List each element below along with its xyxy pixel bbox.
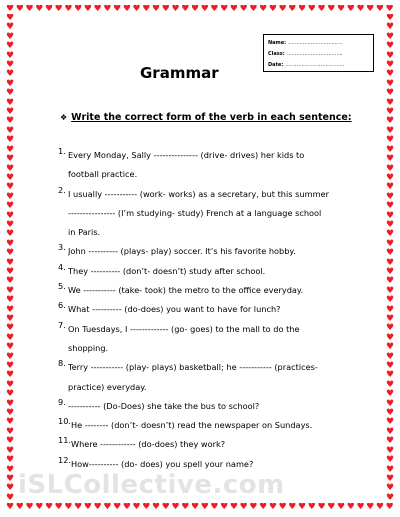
heart-icon: ♥ [366,5,375,14]
heart-icon: ♥ [5,332,15,343]
heart-icon: ♥ [385,332,395,343]
heart-icon: ♥ [346,5,355,14]
class-label: Class: [268,50,285,57]
heart-icon: ♥ [83,5,92,14]
heart-icon: ♥ [74,5,83,14]
heart-icon: ♥ [5,14,15,23]
item-number: 12. [58,454,72,465]
item-number: 7. [58,319,66,330]
heart-icon: ♥ [64,503,73,512]
item-text-line: John ---------- (plays- play) soccer. It’s his favorite hobby. [68,246,296,257]
heart-icon: ♥ [5,455,15,466]
exercise-item [58,262,358,281]
heart-icon: ♥ [190,5,200,14]
heart-icon: ♥ [288,5,297,14]
heart-icon: ♥ [5,78,15,89]
heart-icon: ♥ [161,503,170,512]
heart-icon: ♥ [385,22,395,33]
heart-icon: ♥ [171,503,180,512]
heart-icon: ♥ [317,5,326,14]
heart-icon: ♥ [181,503,190,512]
heart-icon: ♥ [5,257,15,268]
heart-icon: ♥ [5,210,15,221]
heart-icon: ♥ [288,503,297,512]
heart-icon: ♥ [15,5,24,14]
heart-icon: ♥ [385,503,394,512]
heart-icon: ♥ [6,503,15,512]
item-text-line: He -------- (don’t- doesn’t) read the newspaper on Sundays. [71,420,313,431]
heart-icon: ♥ [5,50,15,61]
heart-icon: ♥ [385,389,395,400]
heart-icon: ♥ [44,5,54,14]
instruction [60,112,352,123]
heart-icon: ♥ [5,304,15,315]
heart-icon: ♥ [5,408,15,419]
heart-icon: ♥ [5,219,15,230]
heart-icon: ♥ [25,503,34,512]
item-text-line: ----------- (Do-Does) she take the bus to school? [68,400,260,411]
heart-icon: ♥ [385,398,395,409]
heart-icon: ♥ [5,229,15,240]
heart-icon: ♥ [5,88,15,99]
heart-icon: ♥ [132,503,141,512]
exercise-item [58,281,358,300]
name-label: Name: [268,39,287,46]
heart-icon: ♥ [5,238,15,249]
heart-icon: ♥ [5,426,15,437]
heart-icon: ♥ [113,5,122,14]
heart-icon: ♥ [25,5,34,14]
heart-icon: ♥ [307,503,316,512]
heart-icon: ♥ [385,483,395,494]
heart-icon: ♥ [385,210,395,221]
heart-icon: ♥ [385,445,395,456]
heart-icon: ♥ [385,314,395,324]
heart-icon: ♥ [5,361,15,372]
heart-icon: ♥ [278,5,287,14]
heart-icon: ♥ [385,257,395,268]
item-number: 8. [58,358,66,369]
heart-icon: ♥ [5,417,15,428]
heart-icon: ♥ [385,41,395,52]
item-text-line: On Tuesdays, I ------------- (go- goes) to the mall to do the [68,323,300,334]
date-line [268,59,369,70]
heart-icon: ♥ [385,492,395,503]
exercise-item [58,300,358,319]
heart-icon: ♥ [385,276,395,287]
item-text-line: in Paris. [68,227,101,238]
exercise-item [58,435,358,454]
heart-icon: ♥ [152,5,161,14]
exercise-item [58,397,358,416]
student-info-box [263,34,374,72]
heart-icon: ♥ [385,408,395,419]
heart-icon: ♥ [278,503,287,512]
item-number: 1. [58,146,66,156]
heart-icon: ♥ [385,78,395,89]
item-text-line: practice) everyday. [68,381,147,392]
heart-icon: ♥ [35,503,44,512]
heart-icon: ♥ [5,342,15,353]
heart-icon: ♥ [5,201,15,212]
heart-border-left [5,14,15,503]
exercise-item [58,146,358,185]
exercise-list [58,146,358,474]
heart-icon: ♥ [5,22,15,33]
heart-icon: ♥ [336,503,346,512]
heart-icon: ♥ [5,323,15,334]
heart-icon: ♥ [385,69,395,80]
heart-icon: ♥ [54,503,63,512]
heart-icon: ♥ [229,5,238,14]
heart-icon: ♥ [5,276,15,287]
heart-icon: ♥ [5,191,15,202]
item-text-line: football practice. [68,169,138,180]
heart-border-top [6,5,394,14]
heart-icon: ♥ [385,285,395,296]
item-number: 6. [58,300,66,311]
heart-icon: ♥ [385,229,395,240]
class-line [268,48,369,59]
heart-icon: ♥ [5,473,15,484]
heart-icon: ♥ [385,323,395,334]
heart-icon: ♥ [356,503,365,512]
heart-icon: ♥ [298,5,307,14]
heart-icon: ♥ [64,5,73,14]
heart-icon: ♥ [327,503,336,512]
heart-icon: ♥ [385,304,395,315]
heart-icon: ♥ [5,60,15,71]
item-text-line: How---------- (do- does) you spell your name? [71,458,254,469]
heart-icon: ♥ [5,154,15,165]
heart-icon: ♥ [5,370,15,381]
heart-icon: ♥ [385,370,395,381]
item-text-line: Terry ----------- (play- plays) basketball; he ----------- (practices- [68,362,318,373]
heart-icon: ♥ [385,361,395,372]
heart-icon: ♥ [356,5,365,14]
heart-icon: ♥ [385,50,395,61]
heart-icon: ♥ [385,125,395,136]
heart-icon: ♥ [385,163,395,174]
heart-icon: ♥ [5,314,15,324]
instruction-text: Write the correct form of the verb in each sentence: [71,112,352,123]
heart-icon: ♥ [54,5,63,14]
heart-icon: ♥ [5,389,15,400]
heart-icon: ♥ [385,154,395,165]
heart-icon: ♥ [171,5,180,14]
heart-icon: ♥ [93,5,102,14]
heart-icon: ♥ [259,5,268,14]
heart-icon: ♥ [181,5,190,14]
item-text-line: ---------------- (I’m studying- study) French at a language school [68,207,322,218]
exercise-item [58,320,358,359]
heart-icon: ♥ [200,5,209,14]
heart-icon: ♥ [385,342,395,353]
heart-border-right [385,14,395,503]
item-text-line: I usually ----------- (work- works) as a secretary, but this summer [68,188,329,199]
heart-icon: ♥ [268,503,277,512]
heart-icon: ♥ [307,5,316,14]
heart-icon: ♥ [298,503,307,512]
heart-icon: ♥ [385,473,395,484]
heart-icon: ♥ [5,31,15,42]
heart-icon: ♥ [385,295,395,306]
heart-icon: ♥ [385,464,395,475]
heart-icon: ♥ [385,182,395,193]
heart-icon: ♥ [122,5,131,14]
heart-icon: ♥ [220,5,229,14]
exercise-item [58,242,358,261]
heart-icon: ♥ [142,5,151,14]
item-text-line: What ---------- (do-does) you want to have for lunch? [68,304,281,315]
watermark: iSLCollective.com [18,470,285,500]
exercise-item [58,185,358,243]
heart-icon: ♥ [74,503,83,512]
heart-icon: ♥ [6,5,15,14]
item-text-line: They ---------- (don’t- doesn’t) study after school. [68,265,266,276]
heart-icon: ♥ [385,116,395,127]
heart-icon: ♥ [5,436,15,447]
page-title: Grammar [140,64,219,82]
item-text-line: shopping. [68,342,109,353]
heart-border-bottom [6,503,394,512]
heart-icon: ♥ [5,464,15,475]
heart-icon: ♥ [385,88,395,99]
heart-icon: ♥ [5,182,15,193]
heart-icon: ♥ [385,238,395,249]
class-dots: …………………………….. [286,50,343,57]
heart-icon: ♥ [317,503,326,512]
exercise-item [58,416,358,435]
heart-icon: ♥ [346,503,355,512]
heart-icon: ♥ [385,201,395,212]
heart-icon: ♥ [385,417,395,428]
item-text-line: Where ------------ (do-does) they work? [71,439,226,450]
heart-icon: ♥ [5,445,15,456]
heart-icon: ♥ [5,163,15,174]
heart-icon: ♥ [385,5,394,14]
heart-icon: ♥ [385,219,395,230]
heart-icon: ♥ [44,503,54,512]
heart-icon: ♥ [385,266,395,277]
item-number: 3. [58,242,66,253]
heart-icon: ♥ [268,5,277,14]
heart-icon: ♥ [122,503,131,512]
heart-icon: ♥ [5,41,15,52]
heart-icon: ♥ [385,436,395,447]
heart-icon: ♥ [385,455,395,466]
item-text-line: Every Monday, Sally --------------- (drive- drives) her kids to [68,150,305,160]
heart-icon: ♥ [5,135,15,146]
heart-icon: ♥ [259,503,268,512]
heart-icon: ♥ [35,5,44,14]
heart-icon: ♥ [239,5,248,14]
heart-icon: ♥ [5,492,15,503]
heart-icon: ♥ [5,295,15,306]
heart-icon: ♥ [83,503,92,512]
heart-icon: ♥ [385,172,395,183]
item-number: 9. [58,396,66,407]
heart-icon: ♥ [385,107,395,118]
name-line [268,37,369,48]
heart-icon: ♥ [210,5,219,14]
heart-icon: ♥ [5,266,15,277]
name-dots: ……………………………. [288,39,343,46]
item-number: 10. [58,416,72,427]
heart-icon: ♥ [385,14,395,23]
heart-icon: ♥ [220,503,229,512]
heart-icon: ♥ [5,144,15,155]
heart-icon: ♥ [385,351,395,362]
heart-icon: ♥ [385,248,395,259]
date-label: Date: [268,61,284,68]
heart-icon: ♥ [5,248,15,259]
heart-icon: ♥ [200,503,209,512]
heart-icon: ♥ [5,116,15,127]
heart-icon: ♥ [366,503,375,512]
heart-icon: ♥ [5,398,15,409]
heart-icon: ♥ [229,503,238,512]
item-number: 4. [58,261,66,272]
heart-icon: ♥ [385,31,395,42]
heart-icon: ♥ [385,135,395,146]
heart-icon: ♥ [385,191,395,202]
heart-icon: ♥ [375,5,384,14]
heart-icon: ♥ [5,379,15,390]
heart-icon: ♥ [103,5,112,14]
heart-icon: ♥ [249,503,258,512]
heart-icon: ♥ [190,503,200,512]
heart-icon: ♥ [161,5,170,14]
heart-icon: ♥ [385,379,395,390]
heart-icon: ♥ [5,483,15,494]
exercise-item [58,358,358,397]
heart-icon: ♥ [5,172,15,183]
heart-icon: ♥ [5,107,15,118]
heart-icon: ♥ [5,125,15,136]
heart-icon: ♥ [210,503,219,512]
item-text-line: We ----------- (take- took) the metro to the office everyday. [68,285,304,296]
heart-icon: ♥ [15,503,24,512]
heart-icon: ♥ [152,503,161,512]
heart-icon: ♥ [375,503,384,512]
heart-icon: ♥ [336,5,346,14]
heart-icon: ♥ [385,97,395,108]
heart-icon: ♥ [5,69,15,80]
diamond-bullet-icon: ❖ [60,113,68,122]
heart-icon: ♥ [5,285,15,296]
item-number: 2. [58,184,66,195]
heart-icon: ♥ [249,5,258,14]
heart-icon: ♥ [327,5,336,14]
date-dots: …………………………….… [285,61,345,68]
item-number: 11. [58,435,72,446]
heart-icon: ♥ [132,5,141,14]
heart-icon: ♥ [103,503,112,512]
heart-icon: ♥ [93,503,102,512]
heart-icon: ♥ [142,503,151,512]
heart-icon: ♥ [385,144,395,155]
heart-icon: ♥ [113,503,122,512]
heart-icon: ♥ [239,503,248,512]
item-number: 5. [58,281,66,292]
heart-icon: ♥ [5,97,15,108]
heart-icon: ♥ [385,426,395,437]
heart-icon: ♥ [5,351,15,362]
heart-icon: ♥ [385,60,395,71]
